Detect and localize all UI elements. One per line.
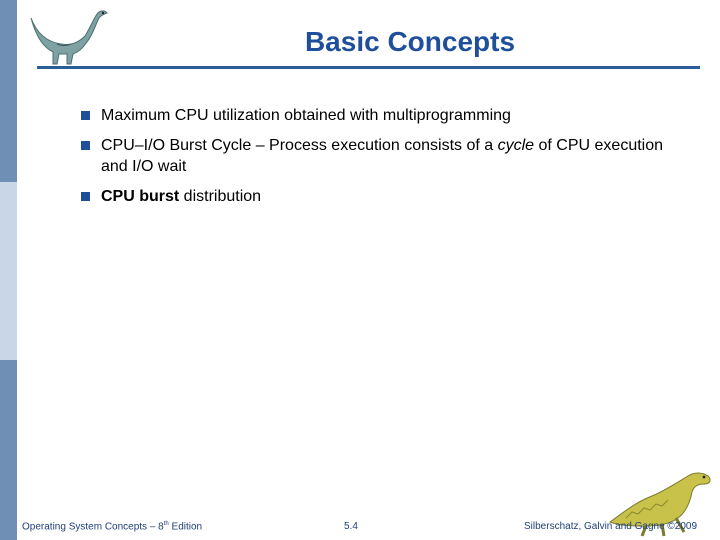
footer-text: Operating System Concepts – 8: [22, 521, 164, 533]
bullet-text: of CPU execution and I/O wait: [101, 137, 664, 175]
bullet-square-icon: [81, 111, 90, 120]
bullet-square-icon: [81, 141, 90, 150]
title-divider: [37, 66, 700, 69]
bullet-list: [81, 105, 681, 216]
footer-book-title: [22, 521, 202, 532]
footer-superscript: th: [163, 521, 169, 527]
bullet-text: Maximum CPU utilization obtained with multiprogramming: [101, 107, 511, 124]
bullet-emphasis: cycle: [497, 137, 535, 154]
sidebar-segment: [0, 0, 17, 182]
page-number: 5.4: [344, 521, 358, 532]
footer-text: Edition: [168, 521, 203, 533]
bullet-text: CPU–I/O Burst Cycle – Process execution consists of a: [101, 137, 498, 154]
dinosaur-icon: [27, 4, 109, 68]
sidebar: [0, 0, 17, 540]
bullet-bold: CPU burst: [101, 188, 180, 205]
list-item: [81, 135, 681, 177]
bullet-text: distribution: [179, 188, 262, 205]
bullet-square-icon: [81, 192, 90, 201]
sidebar-segment: [0, 182, 17, 360]
page-title: Basic Concepts: [304, 26, 516, 57]
sidebar-segment: [0, 360, 17, 540]
copyright-text: Silberschatz, Galvin and Gagne ©2009: [524, 521, 698, 532]
list-item: [81, 105, 681, 126]
list-item: [81, 186, 681, 207]
